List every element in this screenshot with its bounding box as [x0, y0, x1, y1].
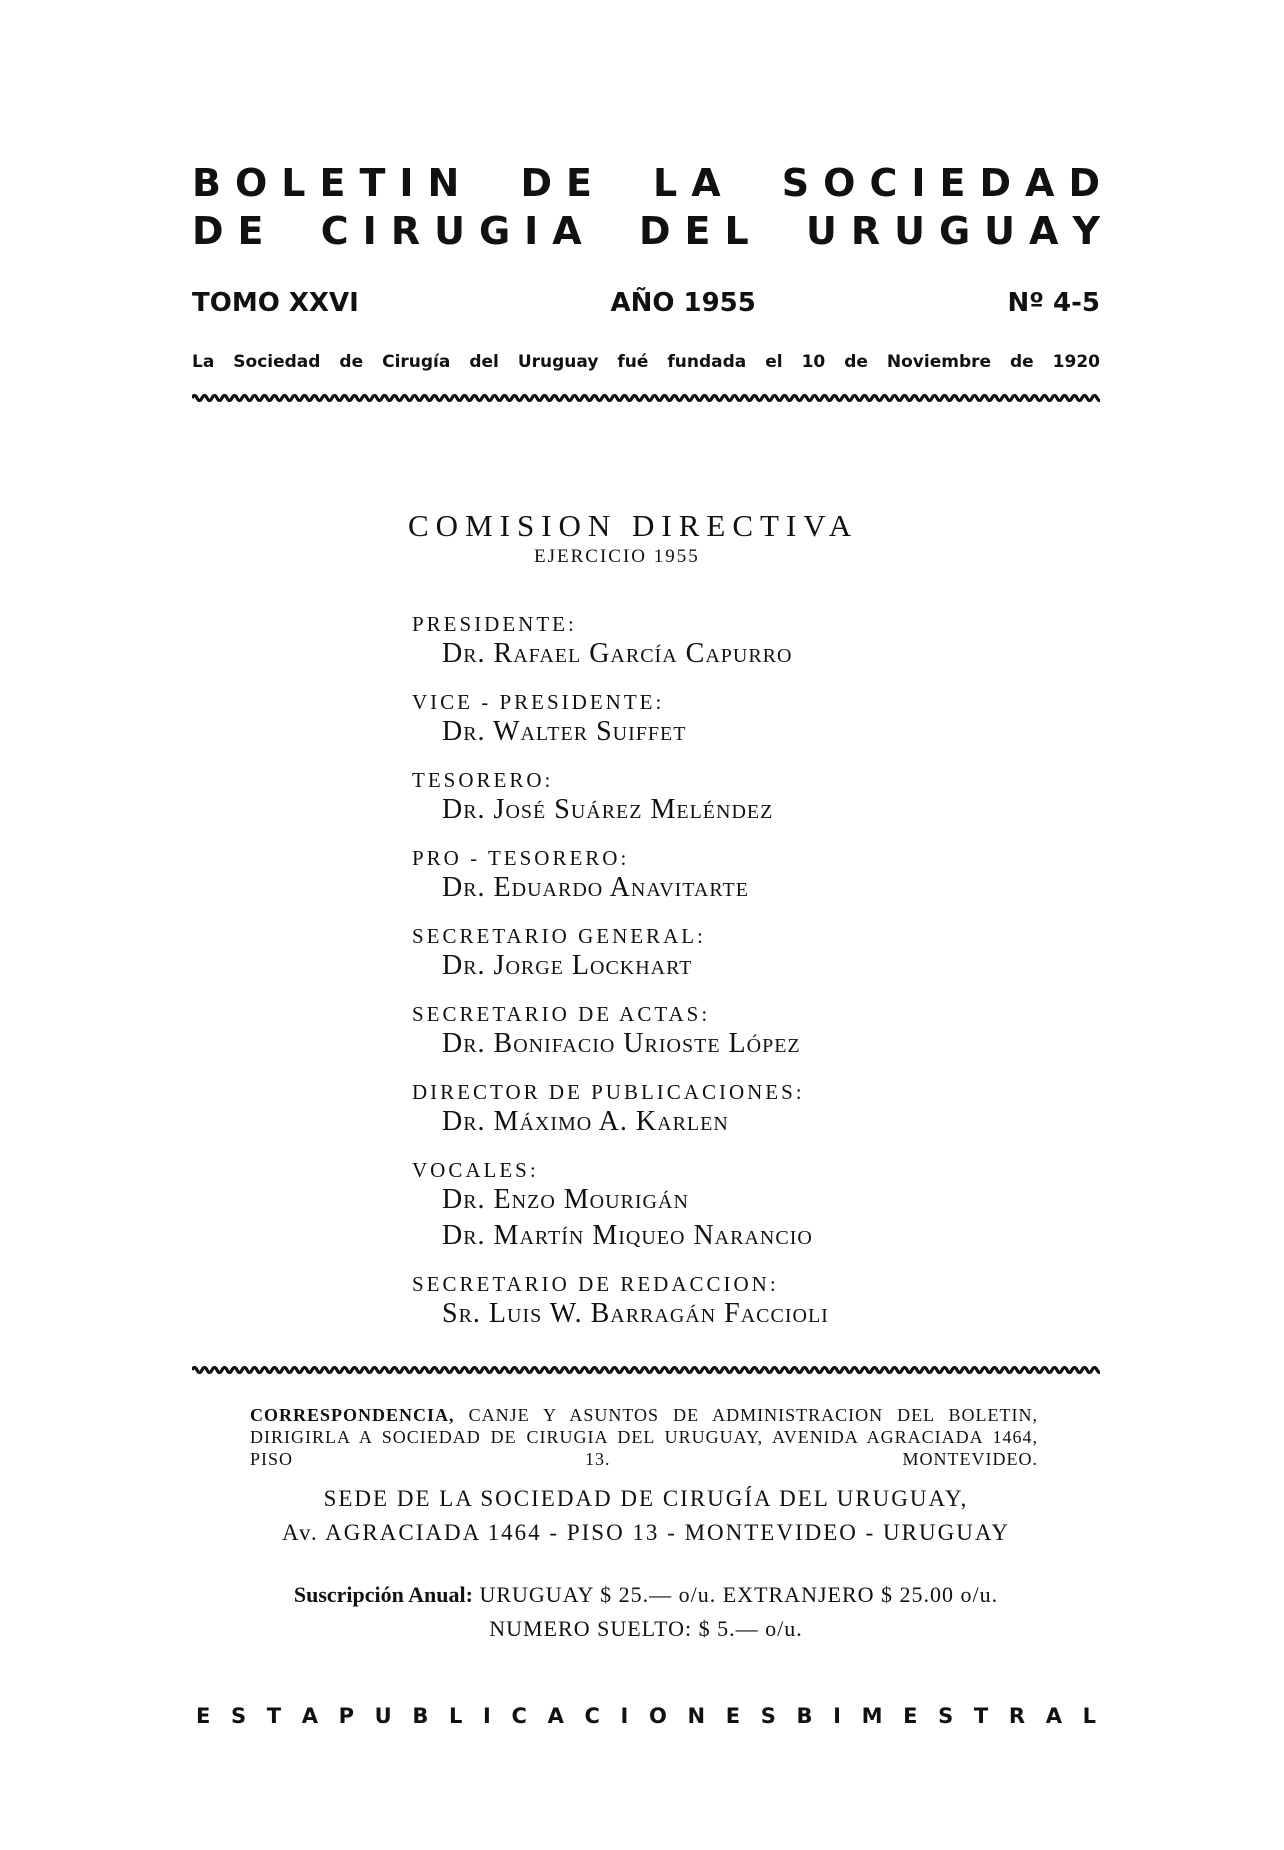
subscription-price: URUGUAY $ 25.— o/u. EXTRANJERO $ 25.00 o/u.	[479, 1582, 999, 1607]
committee-role: TESORERO:	[412, 768, 554, 792]
correspondence-label: CORRESPONDENCIA,	[250, 1405, 455, 1425]
committee-role: SECRETARIO DE REDACCION:	[412, 1272, 779, 1296]
headquarters-line-1: SEDE DE LA SOCIEDAD DE CIRUGÍA DEL URUGUAY,	[323, 1486, 969, 1511]
committee-role: SECRETARIO GENERAL:	[412, 924, 706, 948]
committee-member-name: Dr. Eduardo Anavitarte	[442, 872, 749, 903]
issue-meta-row	[192, 286, 1100, 320]
title-word: U R U G U A Y	[805, 209, 1100, 253]
subscription-label: Suscripción Anual:	[293, 1582, 473, 1607]
correspondence-text: CANJE Y ASUNTOS DE ADMINISTRACION DEL BOLETIN, DIRIGIRLA A SOCIEDAD DE CIRUGIA DEL URUGUAY, AVENIDA AGRACIADA 1464, PISO 13. MONTEVIDEO.	[250, 1405, 1038, 1469]
journal-title-line-1	[192, 158, 1100, 208]
committee-role: SECRETARIO DE ACTAS:	[412, 1002, 711, 1026]
title-word: S O C I E D A D	[781, 161, 1100, 205]
committee-role: DIRECTOR DE PUBLICACIONES:	[412, 1080, 805, 1104]
title-word: D E	[192, 209, 264, 253]
committee-member-name: Dr. Walter Suiffet	[442, 716, 687, 747]
committee-role: PRESIDENTE:	[412, 612, 577, 636]
single-issue-price: NUMERO SUELTO: $ 5.— o/u.	[489, 1616, 803, 1641]
committee-subtitle: EJERCICIO 1955	[534, 546, 700, 567]
decorative-divider-bottom	[192, 1364, 1100, 1376]
title-word: B O L E T I N	[192, 161, 460, 205]
committee-role: PRO - TESORERO:	[412, 846, 630, 870]
title-word: L A	[653, 161, 721, 205]
title-word: D E	[520, 161, 592, 205]
headquarters-line-2: Av. AGRACIADA 1464 - PISO 13 - MONTEVIDEO - URUGUAY	[282, 1520, 1010, 1545]
subscription-line	[192, 1582, 1100, 1608]
volume-label: TOMO XXVI	[192, 288, 359, 318]
correspondence-note	[250, 1404, 1038, 1470]
committee-member-name: Dr. Enzo Mourigán	[442, 1184, 689, 1215]
committee-member-name: Sr. Luis W. Barragán Faccioli	[442, 1298, 829, 1329]
title-word: D E L	[638, 209, 749, 253]
title-word: C I R U G I A	[320, 209, 582, 253]
founding-note: La Sociedad de Cirugía del Uruguay fué fundada el 10 de Noviembre de 1920	[192, 352, 1100, 372]
committee-member-name: Dr. Jorge Lockhart	[442, 950, 693, 981]
committee-member-name: Dr. Martín Miqueo Narancio	[442, 1220, 813, 1251]
committee-member-name: Dr. Máximo A. Karlen	[442, 1106, 729, 1137]
issue-number: Nº 4-5	[1007, 288, 1100, 318]
committee-role: VICE - PRESIDENTE:	[412, 690, 665, 714]
committee-role: VOCALES:	[412, 1158, 539, 1182]
committee-member-name: Dr. Bonifacio Urioste López	[442, 1028, 801, 1059]
committee-member-name: Dr. José Suárez Meléndez	[442, 794, 774, 825]
journal-title-line-2	[192, 206, 1100, 256]
committee-title: COMISION DIRECTIVA	[408, 508, 859, 543]
decorative-divider-top	[192, 392, 1100, 404]
frequency-note: E S T A P U B L I C A C I O N E S B I M E S T R A L	[196, 1704, 1096, 1728]
year-label: AÑO 1955	[610, 288, 756, 318]
committee-member-name: Dr. Rafael García Capurro	[442, 638, 793, 669]
